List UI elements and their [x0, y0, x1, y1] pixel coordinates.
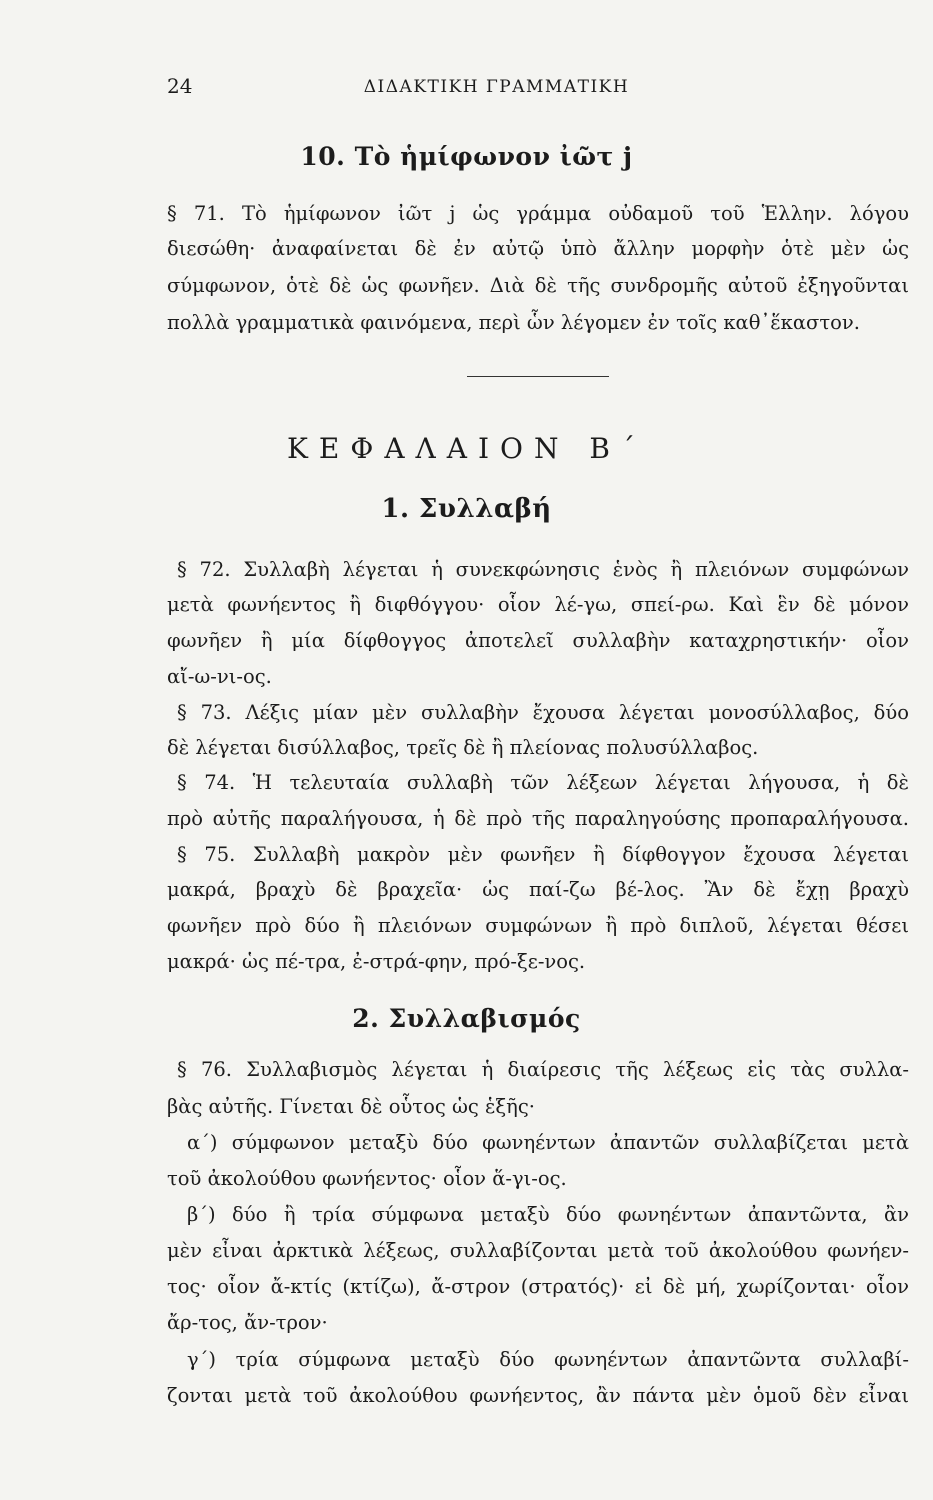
page-number: 24: [167, 74, 193, 98]
section-divider: [467, 376, 609, 377]
paragraph-line: φωνῆεν πρὸ δύο ἢ πλειόνων συμφώνων ἢ πρὸ διπλοῦ, λέγεται θέσει: [167, 914, 909, 937]
paragraph-line: § 74. Ἡ τελευταία συλλαβὴ τῶν λέξεων λέγεται λήγουσα, ἡ δὲ: [177, 771, 909, 794]
paragraph-line: αἴ-ω-νι-ος.: [167, 665, 272, 688]
paragraph-line: § 73. Λέξις μίαν μὲν συλλαβὴν ἔχουσα λέγεται μονοσύλλαβος, δύο: [177, 701, 909, 724]
paragraph-line: § 76. Συλλαβισμὸς λέγεται ἡ διαίρεσις τῆς λέξεως εἰς τὰς συλλα-: [177, 1058, 909, 1081]
paragraph-line: α΄) σύμφωνον μεταξὺ δύο φωνηέντων ἀπαντῶν συλλαβίζεται μετὰ: [187, 1131, 909, 1154]
paragraph-line: διεσώθη· ἀναφαίνεται δὲ ἐν αὐτῷ ὑπὸ ἄλλην μορφὴν ὁτὲ μὲν ὡς: [167, 237, 909, 260]
paragraph-line: τοῦ ἀκολούθου φωνήεντος· οἷον ἅ-γι-ος.: [167, 1167, 567, 1190]
section-2-title: 2. Συλλαβισμός: [352, 1004, 581, 1033]
paragraph-line: § 72. Συλλαβὴ λέγεται ἡ συνεκφώνησις ἑνὸς ἢ πλειόνων συμφώνων: [177, 558, 909, 581]
paragraph-line: μὲν εἶναι ἀρκτικὰ λέξεως, συλλαβίζονται μετὰ τοῦ ἀκολούθου φωνήεν-: [167, 1239, 909, 1262]
paragraph-line: γ΄) τρία σύμφωνα μεταξὺ δύο φωνηέντων ἀπαντῶντα συλλαβί-: [187, 1348, 909, 1371]
paragraph-line: μετὰ φωνήεντος ἢ διφθόγγου· οἷον λέ-γω, σπεί-ρω. Καὶ ἓν δὲ μόνον: [167, 593, 909, 616]
paragraph-line: δὲ λέγεται δισύλλαβος, τρεῖς δὲ ἢ πλείονας πολυσύλλαβος.: [167, 736, 759, 759]
paragraph-line: πολλὰ γραμματικὰ φαινόμενα, περὶ ὧν λέγομεν ἐν τοῖς καθ᾽ἕκαστον.: [167, 311, 860, 334]
paragraph-line: ζονται μετὰ τοῦ ἀκολούθου φωνήεντος, ἂν πάντα μὲν ὁμοῦ δὲν εἶναι: [167, 1384, 909, 1407]
paragraph-line: β΄) δύο ἢ τρία σύμφωνα μεταξὺ δύο φωνηέντων ἀπαντῶντα, ἂν: [187, 1203, 909, 1226]
paragraph-line: βὰς αὐτῆς. Γίνεται δὲ οὗτος ὡς ἑξῆς·: [167, 1095, 535, 1118]
running-title: ΔΙΔΑΚΤΙΚΗ ΓΡΑΜΜΑΤΙΚΗ: [363, 77, 630, 97]
chapter-heading: ΚΕΦΑΛΑΙΟΝ Β΄: [287, 432, 646, 465]
section-1-title: 1. Συλλαβή: [381, 494, 552, 524]
paragraph-line: πρὸ αὐτῆς παραλήγουσα, ἡ δὲ πρὸ τῆς παραληγούσης προπαραλήγουσα.: [167, 807, 909, 830]
paragraph-line: § 75. Συλλαβὴ μακρὸν μὲν φωνῆεν ἢ δίφθογγον ἔχουσα λέγεται: [177, 843, 909, 866]
paragraph-line: φωνῆεν ἢ μία δίφθογγος ἀποτελεῖ συλλαβὴν καταχρηστικήν· οἷον: [167, 629, 909, 652]
paragraph-line: ἄρ-τος, ἄν-τρον·: [167, 1311, 328, 1334]
paragraph-line: μακρά· ὡς πέ-τρα, ἐ-στρά-φην, πρό-ξε-νος.: [167, 950, 586, 973]
section-10-title: 10. Τὸ ἡμίφωνον ἰῶτ j: [300, 142, 633, 171]
paragraph-line: σύμφωνον, ὁτὲ δὲ ὡς φωνῆεν. Διὰ δὲ τῆς συνδρομῆς αὐτοῦ ἐξηγοῦνται: [167, 274, 909, 297]
paragraph-line: μακρά, βραχὺ δὲ βραχεῖα· ὡς παί-ζω βέ-λος. Ἂν δὲ ἔχῃ βραχὺ: [167, 878, 909, 901]
paragraph-line: § 71. Τὸ ἡμίφωνον ἰῶτ j ὡς γράμμα οὐδαμοῦ τοῦ Ἑλλην. λόγου: [167, 202, 909, 225]
paragraph-line: τος· οἷον ἄ-κτίς (κτίζω), ἄ-στρον (στρατός)· εἰ δὲ μή, χωρίζονται· οἷον: [167, 1275, 909, 1298]
